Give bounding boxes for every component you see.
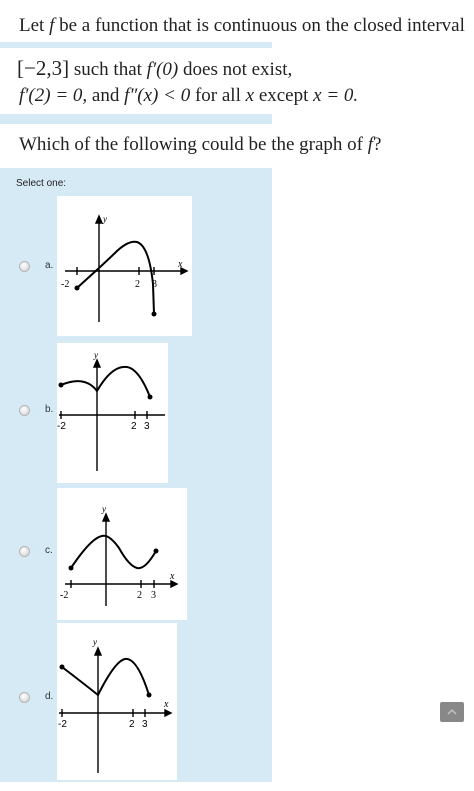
option-a-label[interactable]: a. <box>45 260 54 271</box>
graph-b-svg <box>57 343 168 483</box>
prompt-f: f <box>367 134 374 155</box>
option-d-graph[interactable] <box>57 623 177 780</box>
option-b-graph[interactable] <box>57 343 168 483</box>
graph-d-y-label: y <box>93 637 97 647</box>
graph-b-tick-3: 3 <box>144 421 150 432</box>
option-d-label[interactable]: d. <box>45 691 54 702</box>
graph-d-curve <box>62 659 149 695</box>
q3-and: and <box>91 85 120 106</box>
option-a-graph[interactable] <box>57 196 192 336</box>
answers-panel <box>0 168 272 782</box>
option-c-graph[interactable] <box>57 488 187 620</box>
graph-c-svg <box>57 488 187 620</box>
q1-f: f <box>49 15 55 36</box>
radio-option-c[interactable] <box>19 546 30 557</box>
graph-c-tick-3: 3 <box>151 590 156 601</box>
graph-c-tick-2: 2 <box>137 590 142 601</box>
q3-x: x <box>245 85 255 106</box>
graph-a-curve <box>77 242 154 314</box>
radio-option-a[interactable] <box>19 261 30 272</box>
radio-option-d[interactable] <box>19 692 30 703</box>
graph-c-y-arrow <box>103 514 109 521</box>
q2-interval: [−2,3] <box>17 56 70 80</box>
q3-c: for all <box>194 85 241 106</box>
graph-a-tick-2: 2 <box>135 279 140 290</box>
graph-d-x-label: x <box>164 699 169 710</box>
graph-c-x-label: x <box>170 571 175 582</box>
q2-mid: such that <box>73 59 142 80</box>
graph-b-y-label: y <box>94 350 98 360</box>
q2-fprime: f′(0) <box>146 59 179 80</box>
graph-d-y-arrow <box>95 648 101 655</box>
graph-d-tick-3: 3 <box>142 719 148 730</box>
graph-b-curve <box>61 367 150 397</box>
select-one-label: Select one: <box>16 178 67 189</box>
graph-d-tick-neg2: -2 <box>58 719 67 730</box>
scroll-top-button[interactable] <box>440 702 464 722</box>
graph-a-tick-neg2: -2 <box>61 279 70 290</box>
graph-a-y-arrow <box>96 216 102 223</box>
prompt-text: Which of the following could be the graph of <box>19 134 364 155</box>
radio-option-b[interactable] <box>19 405 30 416</box>
graph-a-y-label: y <box>103 214 107 224</box>
graph-b-tick-neg2: -2 <box>57 421 66 432</box>
graph-c-y-label: y <box>102 504 106 514</box>
question-prompt <box>0 124 472 168</box>
graph-a-tick-3: 3 <box>152 279 157 290</box>
graph-d-svg <box>57 623 177 780</box>
graph-c-tick-neg2: -2 <box>60 590 69 601</box>
question-line2-3 <box>0 48 472 114</box>
question-line1 <box>0 12 472 42</box>
chevron-up-icon <box>440 702 464 722</box>
graph-d-tick-2: 2 <box>129 719 135 730</box>
q3-d: except <box>258 85 309 106</box>
prompt-q: ? <box>373 134 382 155</box>
divider-strip-2 <box>0 114 272 124</box>
q1-suffix: be a function that is continuous on the closed interval <box>59 15 465 36</box>
option-b-label[interactable]: b. <box>45 404 54 415</box>
q3-a: f′(2) = 0, <box>19 85 88 106</box>
graph-a-svg <box>57 196 192 336</box>
q2-end: does not exist, <box>183 59 293 80</box>
graph-d-x-arrow <box>165 710 171 716</box>
q3-e: x = 0. <box>313 85 359 106</box>
q1-prefix: Let <box>19 15 45 36</box>
option-c-label[interactable]: c. <box>45 545 53 556</box>
graph-b-y-arrow <box>94 360 100 367</box>
graph-c-curve <box>71 536 156 568</box>
q3-b: f″(x) < 0 <box>124 85 191 106</box>
graph-b-tick-2: 2 <box>131 421 137 432</box>
graph-a-x-label: x <box>178 259 183 270</box>
